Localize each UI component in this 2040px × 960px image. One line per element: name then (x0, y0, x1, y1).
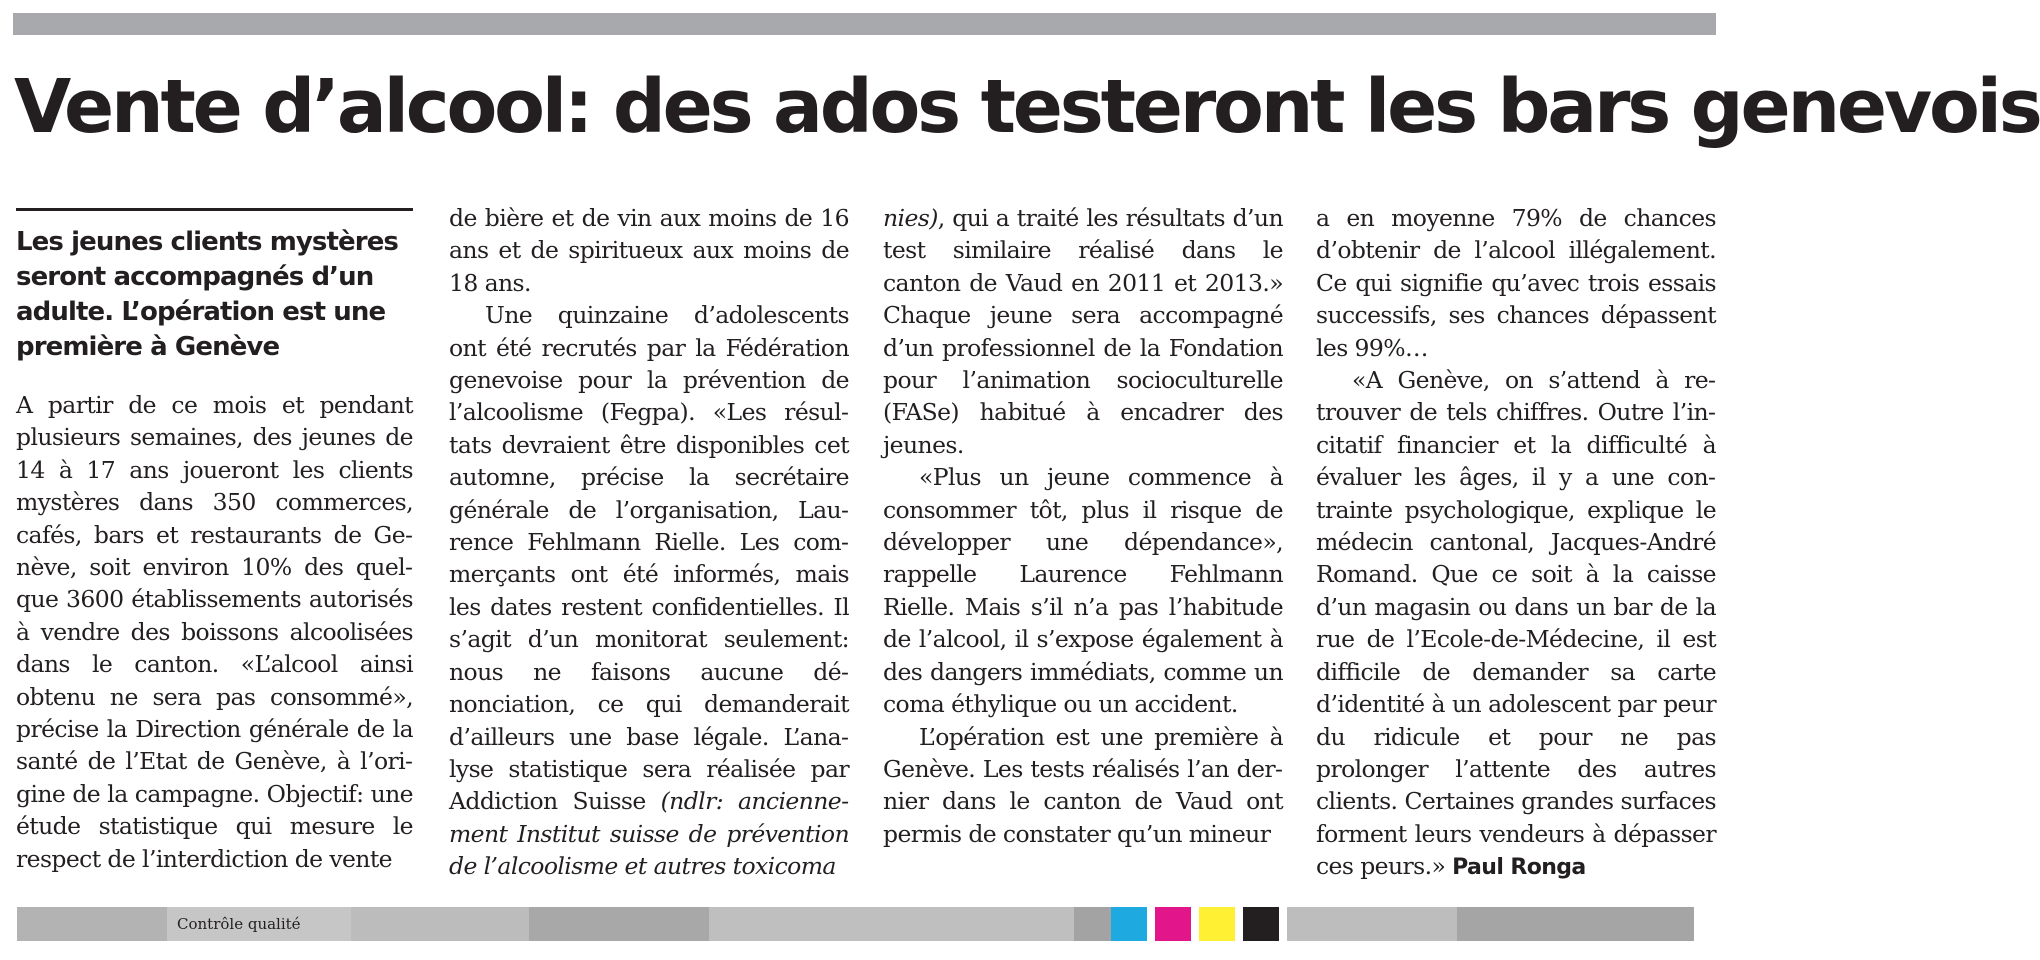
control-strip-segment (351, 907, 529, 941)
control-strip-segment (1074, 907, 1111, 941)
body-text: «A Genève, on s’attend à retrouver de tels chiffres. Outre l’incitatif financier et la difficulté à évaluer les âges, il y a une contrainte psychologique, explique le médecin cantonal, Jacques-André Romand. Que ce soit à la caisse d’un magasin ou dans un bar de la rue de l’Ecole-de-Médecine, il est difficile de demander sa carte d’identité à un adolescent par peur du ridicule et pour ne pas prolonger l’attente des autres clients. Certaines grandes surfaces forment leurs vendeurs à dépasser ces peurs.» (1316, 366, 1716, 881)
body-text: , qui a traité les résultats d’un test similaire réalisé dans le canton de Vaud en 2011 et 2013.» Chaque jeune sera accompagné d’un professionnel de la Fondation pour l’animation socioculturelle (FASe) habitué à encadrer des jeunes. (883, 204, 1283, 459)
control-strip-segment (529, 907, 709, 941)
lead-paragraph: Les jeunes clients mystères seront accompagnés d’un adulte. L’opération est une première à Genève (16, 227, 399, 362)
column-2 (449, 202, 849, 883)
magenta-swatch (1155, 907, 1191, 941)
yellow-swatch (1199, 907, 1235, 941)
editor-note-end: nies) (883, 204, 938, 232)
control-strip-segment (1287, 907, 1457, 941)
body-paragraph: a en moyenne 79% de chances d’obtenir de l’alcool illégalement. Ce qui signifie qu’avec trois essais successifs, ses chances dépassent les 99%… (1316, 204, 1716, 362)
body-paragraph: de bière et de vin aux moins de 16 ans et de spiritueux aux moins de 18 ans. (449, 204, 849, 297)
control-strip-segment (709, 907, 1074, 941)
print-control-bar (17, 907, 1722, 941)
swatch-gap (1235, 907, 1243, 941)
column-3 (883, 202, 1283, 850)
swatch-gap (1279, 907, 1287, 941)
body-paragraph: «Plus un jeune commence à consommer tôt, plus il risque de développer une dépendance», rappelle Laurence Fehlmann Rielle. Mais s’il n’a pas l’habitude de l’alcool, il s’expose également à des dangers immédiats, comme un coma éthylique ou un accident. (883, 463, 1283, 719)
column-4 (1316, 202, 1716, 885)
editor-note: (ndlr: anciennement Institut suisse de prévention de l’alcoolisme et autres toxicoma (449, 787, 850, 881)
body-paragraph: A partir de ce mois et pendant plusieurs semaines, des jeunes de 14 à 17 ans joueront les clients mystères dans 350 commerces, cafés, bars et restaurants de Genève, soit environ 10% des quelque 3600 établissements autorisés à vendre des boissons alcoolisées dans le canton. «L’alcool ainsi obtenu ne sera pas consommé», précise la Direction générale de la santé de l’Etat de Genève, à l’origine de la campagne. Objectif: une étude statistique qui mesure le respect de l’interdiction de vente (16, 391, 413, 873)
swatch-gap (1191, 907, 1199, 941)
body-paragraph (449, 299, 849, 882)
author-byline: Paul Ronga (1452, 855, 1586, 881)
body-paragraph (1316, 364, 1716, 885)
quality-control-label: Contrôle qualité (167, 907, 351, 941)
control-strip-segment (17, 907, 167, 941)
top-gray-bar (13, 13, 1716, 35)
body-paragraph (883, 202, 1283, 461)
cyan-swatch (1111, 907, 1147, 941)
body-text: Une quinzaine d’adolescents ont été recrutés par la Fédération genevoise pour la prévention de l’alcoolisme (Fegpa). «Les résultats devraient être disponibles cet automne, précise la secrétaire générale de l’organisation, Laurence Fehlmann Rielle. Les commerçants ont été informés, mais les dates restent confidentielles. Il s’agit d’un monitorat seulement: nous ne faisons aucune dénonciation, ce qui demanderait d’ailleurs une base légale. L’analyse statistique sera réalisée par Addiction Suisse (449, 301, 849, 816)
control-strip-segment (1457, 907, 1694, 941)
swatch-gap (1147, 907, 1155, 941)
black-swatch (1243, 907, 1279, 941)
column-1 (16, 208, 413, 875)
body-paragraph: L’opération est une première à Genève. Les tests réalisés l’an dernier dans le canton de Vaud ont permis de constater qu’un mineur (883, 722, 1283, 848)
headline: Vente d’alcool: des ados testeront les bars genevois (14, 64, 2040, 150)
